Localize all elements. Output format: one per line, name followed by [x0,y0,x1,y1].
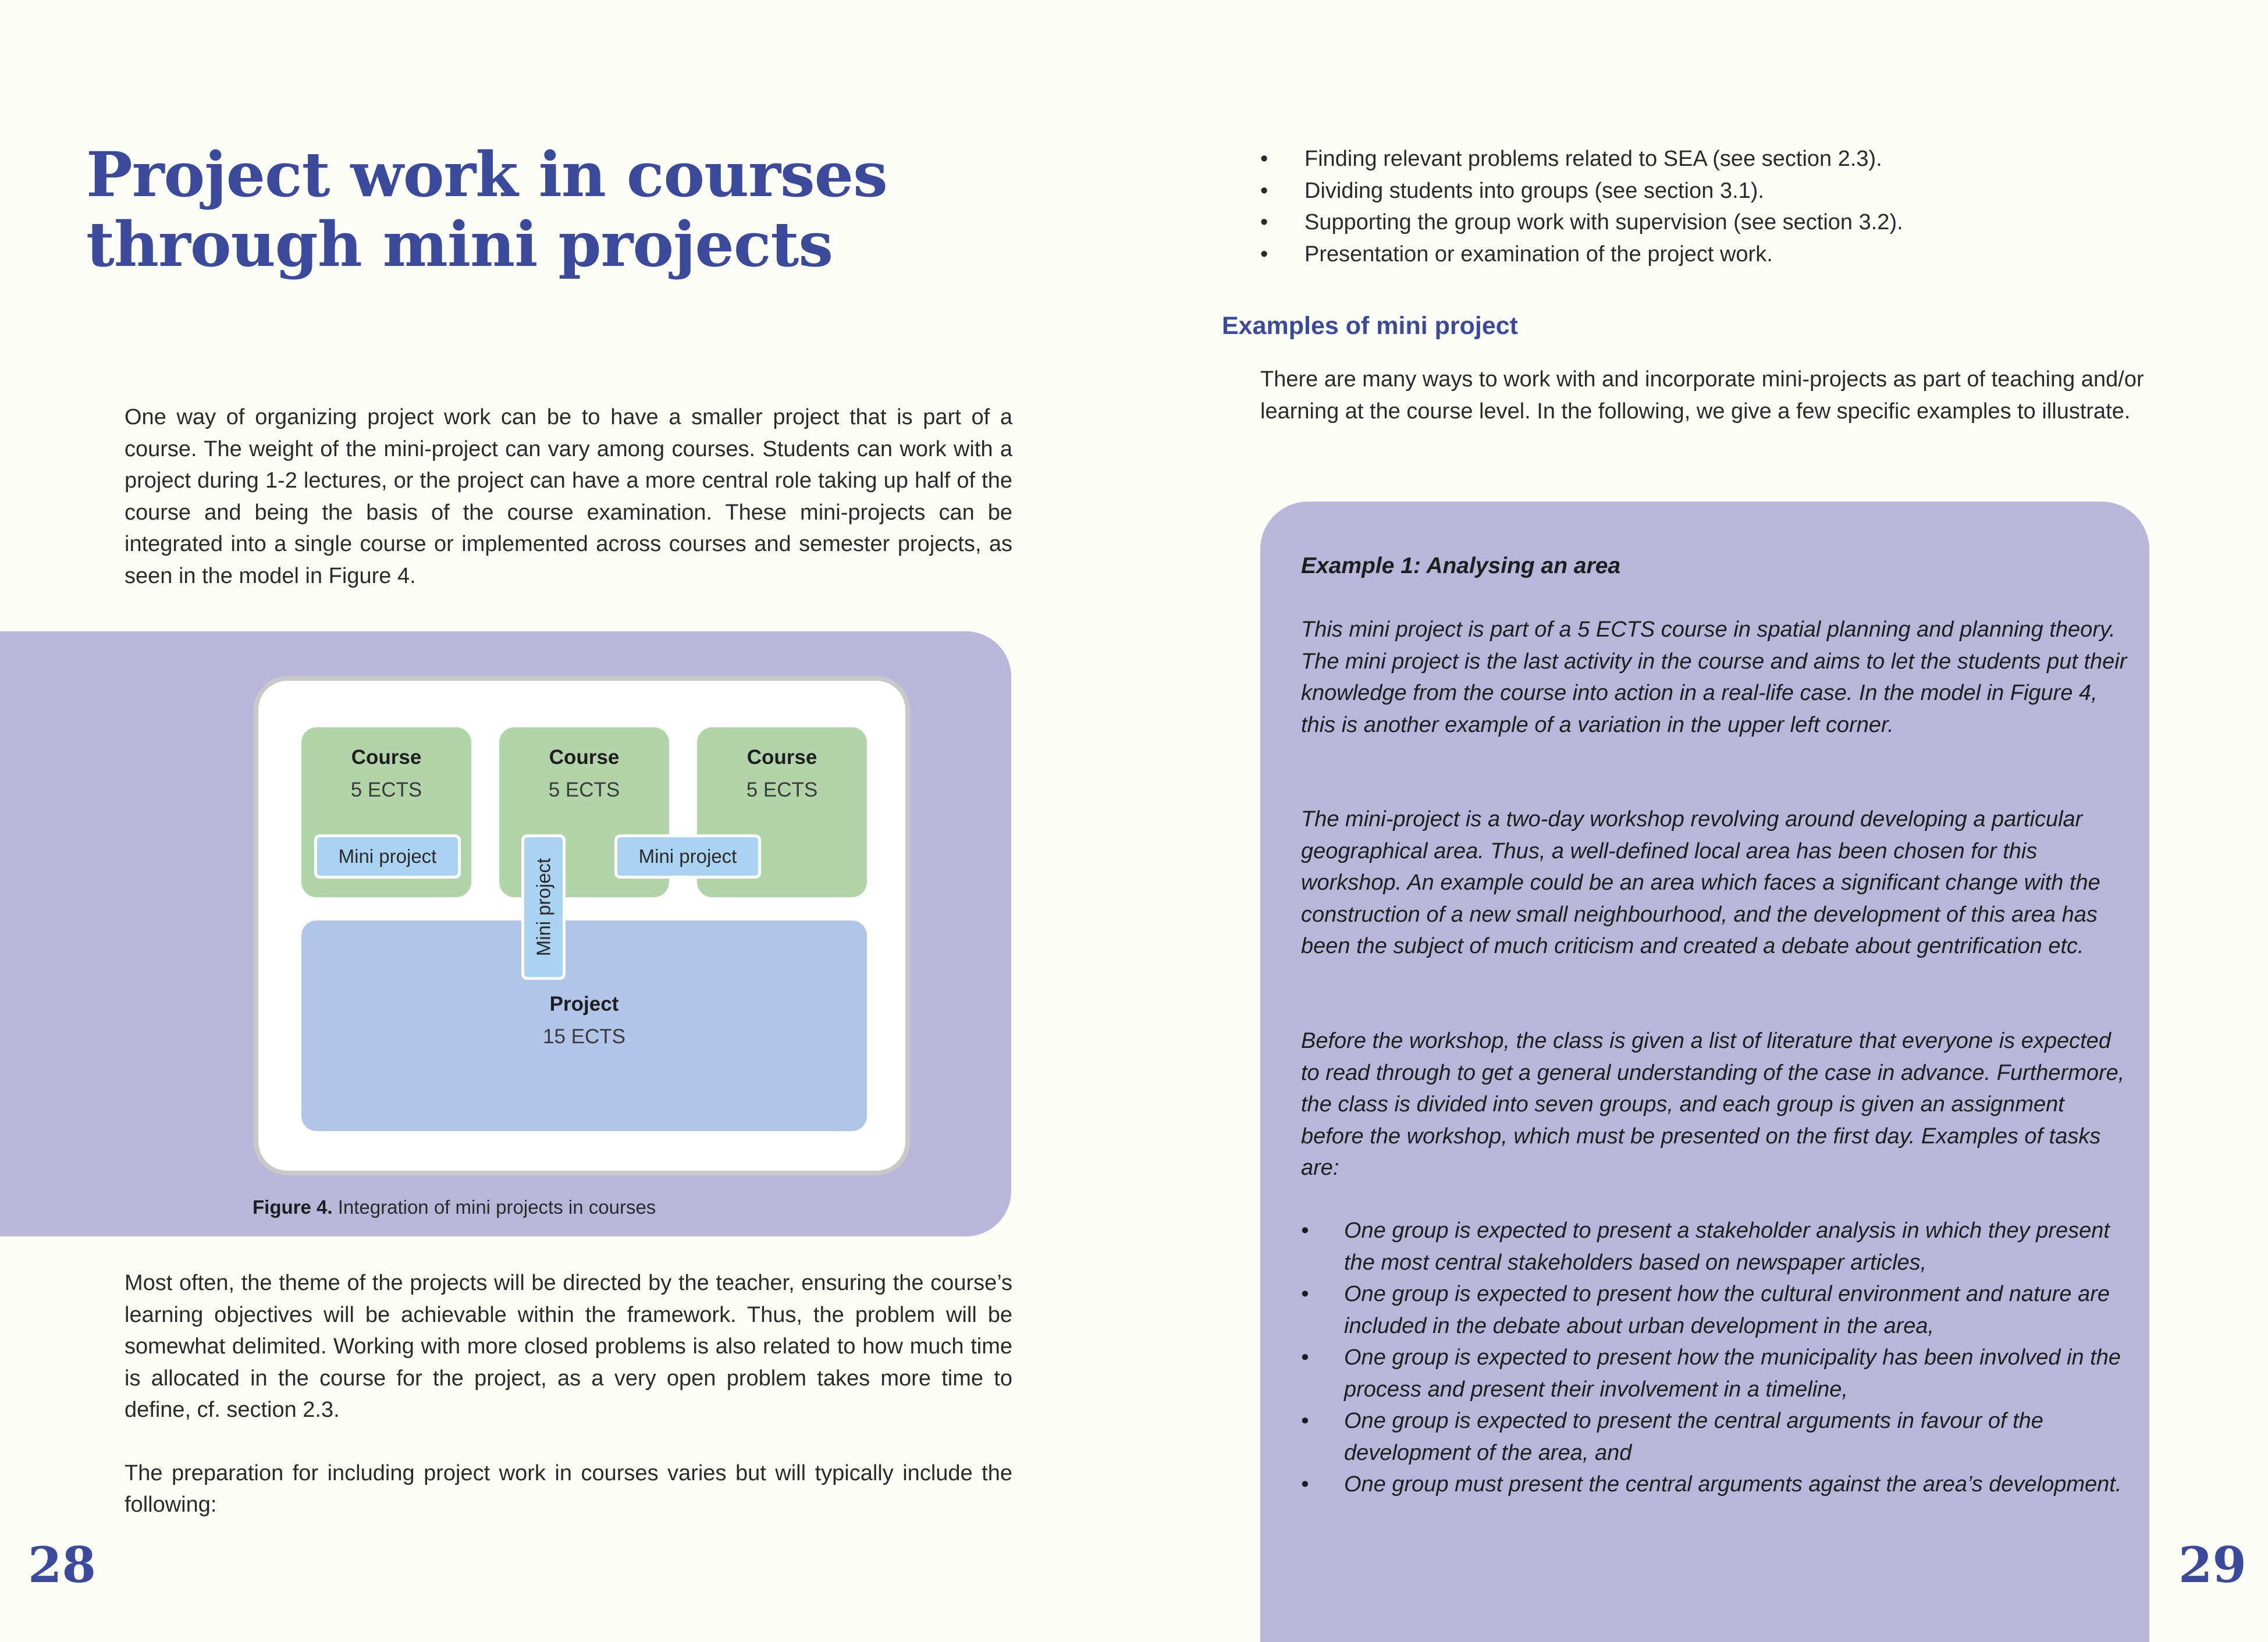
list-item-text: One group is expected to present the central arguments in favour of the development of the area, and [1344,1409,2043,1465]
mini-project-tag-1 [314,834,461,879]
project-box [301,920,867,1131]
course-ects: 5 ECTS [350,779,422,801]
mini-project-label: Mini project [638,845,737,867]
closing-section [125,1267,1012,1521]
preparation-list [1260,143,2191,270]
list-item [1260,143,2191,175]
example-paragraph-2: The mini-project is a two-day workshop revolving around developing a particular geographical area. Thus, a well-defined local area has been chosen for this workshop. An example could be an area which faces a significant change with the construction of a new small neighbourhood, and the development of this area has been the subject of much criticism and created a debate about gentrification etc. [1301,807,2100,958]
mini-project-tag-vertical [521,834,566,980]
list-item [1301,1469,2139,1501]
section-heading: Examples of mini project [1222,312,1518,340]
bullet: • [1301,1218,1309,1243]
bullet: • [1301,1345,1309,1370]
figure-4-diagram [254,676,910,1175]
example-paragraph-3: Before the workshop, the class is given a list of literature that everyone is expected to read through to get a general understanding of the case in advance. Furthermore, the class is divided into seven groups, and each group is given an assignment before the workshop, which must be presented on the first day. Examples of tasks are: [1301,1029,2125,1180]
project-ects: 15 ECTS [543,1025,625,1048]
list-item-text: Presentation or examination of the project work. [1304,241,1773,266]
examples-intro-paragraph: There are many ways to work with and incorporate mini-projects as part of teaching and/or learning at the course level. In the following, we give a few specific examples to illustrate. [1260,367,2144,424]
list-item-text: One group is expected to present how the municipality has been involved in the process and present their involvement in a timeline, [1344,1345,2121,1402]
list-item [1260,175,2191,207]
list-item-text: Dividing students into groups (see section 3.1). [1304,178,1764,203]
title-line-1: Project work in courses [86,138,887,211]
bullet: • [1260,241,1268,266]
bullet: • [1260,210,1268,234]
bullet: • [1260,147,1268,171]
project-title: Project [549,993,619,1015]
list-item [1260,239,2191,271]
list-item-text: One group must present the central arguments against the area’s development. [1344,1472,2122,1497]
figure-caption-label: Figure 4. [253,1196,333,1218]
bullet: • [1260,178,1268,203]
bullet: • [1301,1409,1309,1433]
title-line-2: through mini projects [86,208,833,280]
course-ects: 5 ECTS [548,779,620,801]
course-title: Course [351,746,422,769]
course-title: Course [746,746,817,769]
closing-paragraph-1: Most often, the theme of the projects will be directed by the teacher, ensuring the course’s learning objectives will be achievable within the framework. Thus, the problem will be somewhat delimited. Working with more closed problems is also related to how much time is allocated in the course for the project, as a very open problem takes more time to define, cf. section 2.3. [125,1271,1012,1422]
list-item [1260,207,2191,239]
mini-project-label: Mini project [338,845,437,867]
list-item-text: Supporting the group work with supervision (see section 3.2). [1304,210,1903,234]
bullet: • [1301,1472,1309,1497]
mini-project-tag-2 [614,834,761,879]
list-item [1301,1278,2139,1342]
closing-paragraph-2: The preparation for including project work in courses varies but will typically include the following: [125,1460,1012,1517]
course-title: Course [549,746,620,769]
list-item-text: One group is expected to present how the cultural environment and nature are included in the debate about urban development in the area, [1344,1282,2110,1338]
task-list [1301,1215,2139,1501]
intro-paragraph: One way of organizing project work can be to have a smaller project that is part of a course. The weight of the mini-project can vary among courses. Students can work with a project during 1-2 lectures, or the project can have a more central role taking up half of the course and being the basis of the course examination. These mini-projects can be integrated into a single course or implemented across courses and semester projects, as seen in the model in Figure 4. [125,405,1012,588]
mini-project-label: Mini project [532,858,554,957]
list-item-text: One group is expected to present a stakeholder analysis in which they present the most central stakeholders based on newspaper articles, [1344,1218,2110,1275]
page-title [86,140,901,279]
list-item [1301,1215,2139,1278]
list-item-text: Finding relevant problems related to SEA (see section 2.3). [1304,147,1882,171]
example-paragraph-1: This mini project is part of a 5 ECTS course in spatial planning and planning theory. The mini project is the last activity in the course and aims to let the students put their knowledge from the course into action in a real-life case. In the model in Figure 4, this is another example of a variation in the upper left corner. [1301,617,2127,737]
list-item [1301,1405,2139,1469]
page-number-right: 29 [2178,1536,2246,1594]
bullet: • [1301,1282,1309,1306]
list-item [1301,1342,2139,1405]
example-title: Example 1: Analysing an area [1301,553,1621,578]
figure-caption [253,1196,656,1218]
page-number-left: 28 [28,1536,96,1594]
course-ects: 5 ECTS [746,779,818,801]
figure-caption-text: Integration of mini projects in courses [332,1196,656,1218]
